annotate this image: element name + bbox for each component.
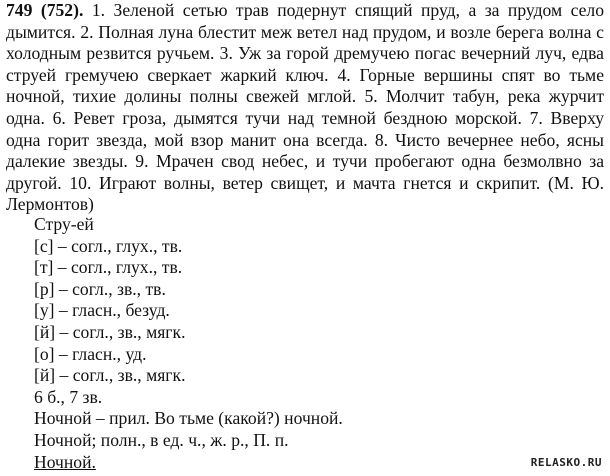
sound-row: [т] – согл., глух., тв.: [34, 257, 183, 278]
sentence-number: 3.: [219, 43, 233, 64]
underlined-word: Ночной.: [34, 451, 96, 472]
exercise-number: 749 (752).: [6, 0, 84, 20]
sentence-10: Играют волны, ветер свищет, и мачта гнется и скрипит.: [99, 172, 541, 193]
morph-analysis-line: [34, 452, 343, 474]
sentence-1: Зеленой сетью трав подернут спящий пруд, а за прудом село дымится.: [6, 0, 605, 42]
sound-row: [с] – согл., глух., тв.: [34, 235, 183, 256]
sound-row: [о] – гласн., уд.: [34, 343, 147, 364]
sentence-number: 6.: [52, 107, 66, 128]
sentence-number: 2.: [80, 21, 94, 42]
sound-row: [у] – гласн., безуд.: [34, 300, 170, 321]
sentence-5: Молчит табун, река журчит одна.: [6, 86, 605, 128]
sentence-2: Полная луна блестит меж ветел над прудом, и возле берега волна с холодным резвится ручьем.: [6, 21, 604, 64]
analyzed-word: Стру-ей: [34, 214, 94, 234]
exercise-text: [6, 0, 604, 216]
sentence-8: Чисто вечернее небо, ясны далекие звезды.: [6, 129, 604, 172]
sentence-9: Мрачен свод небес, и тучи пробегают одна безмолвно за другой.: [6, 151, 605, 193]
letters-sounds-summary: 6 б., 7 зв.: [34, 386, 103, 407]
sentence-number: 9.: [135, 151, 149, 172]
sentence-number: 8.: [374, 129, 389, 150]
site-watermark: RELASKO.RU: [530, 456, 602, 469]
sentence-number: 7.: [529, 107, 543, 128]
sound-row: [й] – согл., зв., мягк.: [34, 365, 186, 386]
sentence-number: 10.: [69, 172, 92, 193]
morph-analysis-line: Ночной; полн., в ед. ч., ж. р., П. п.: [34, 429, 289, 450]
morph-analysis-line: Ночной – прил. Во тьме (какой?) ночной.: [34, 408, 343, 429]
sentence-number: 5.: [364, 86, 378, 107]
sentence-number: 1.: [91, 0, 106, 20]
sentence-6: Ревет гроза, дымятся тучи над темной бездною морской.: [73, 107, 522, 128]
sentence-7: Вверху одна горит звезда, мой взор манит она всегда.: [6, 107, 605, 150]
sound-row: [р] – согл., зв., тв.: [34, 278, 166, 299]
sentence-3: Уж за горой дремучею погас вечерний луч, едва струей гремучею сверкает жаркий ключ.: [6, 43, 604, 85]
sentence-number: 4.: [337, 64, 351, 85]
phonetic-analysis: [34, 214, 343, 473]
sentence-4: Горные вершины спят во тьме ночной, тихие долины полны свежей мглой.: [6, 64, 605, 107]
author-attribution: (М. Ю. Лермонтов): [6, 172, 605, 215]
sound-row: [й] – согл., зв., мягк.: [34, 321, 186, 342]
